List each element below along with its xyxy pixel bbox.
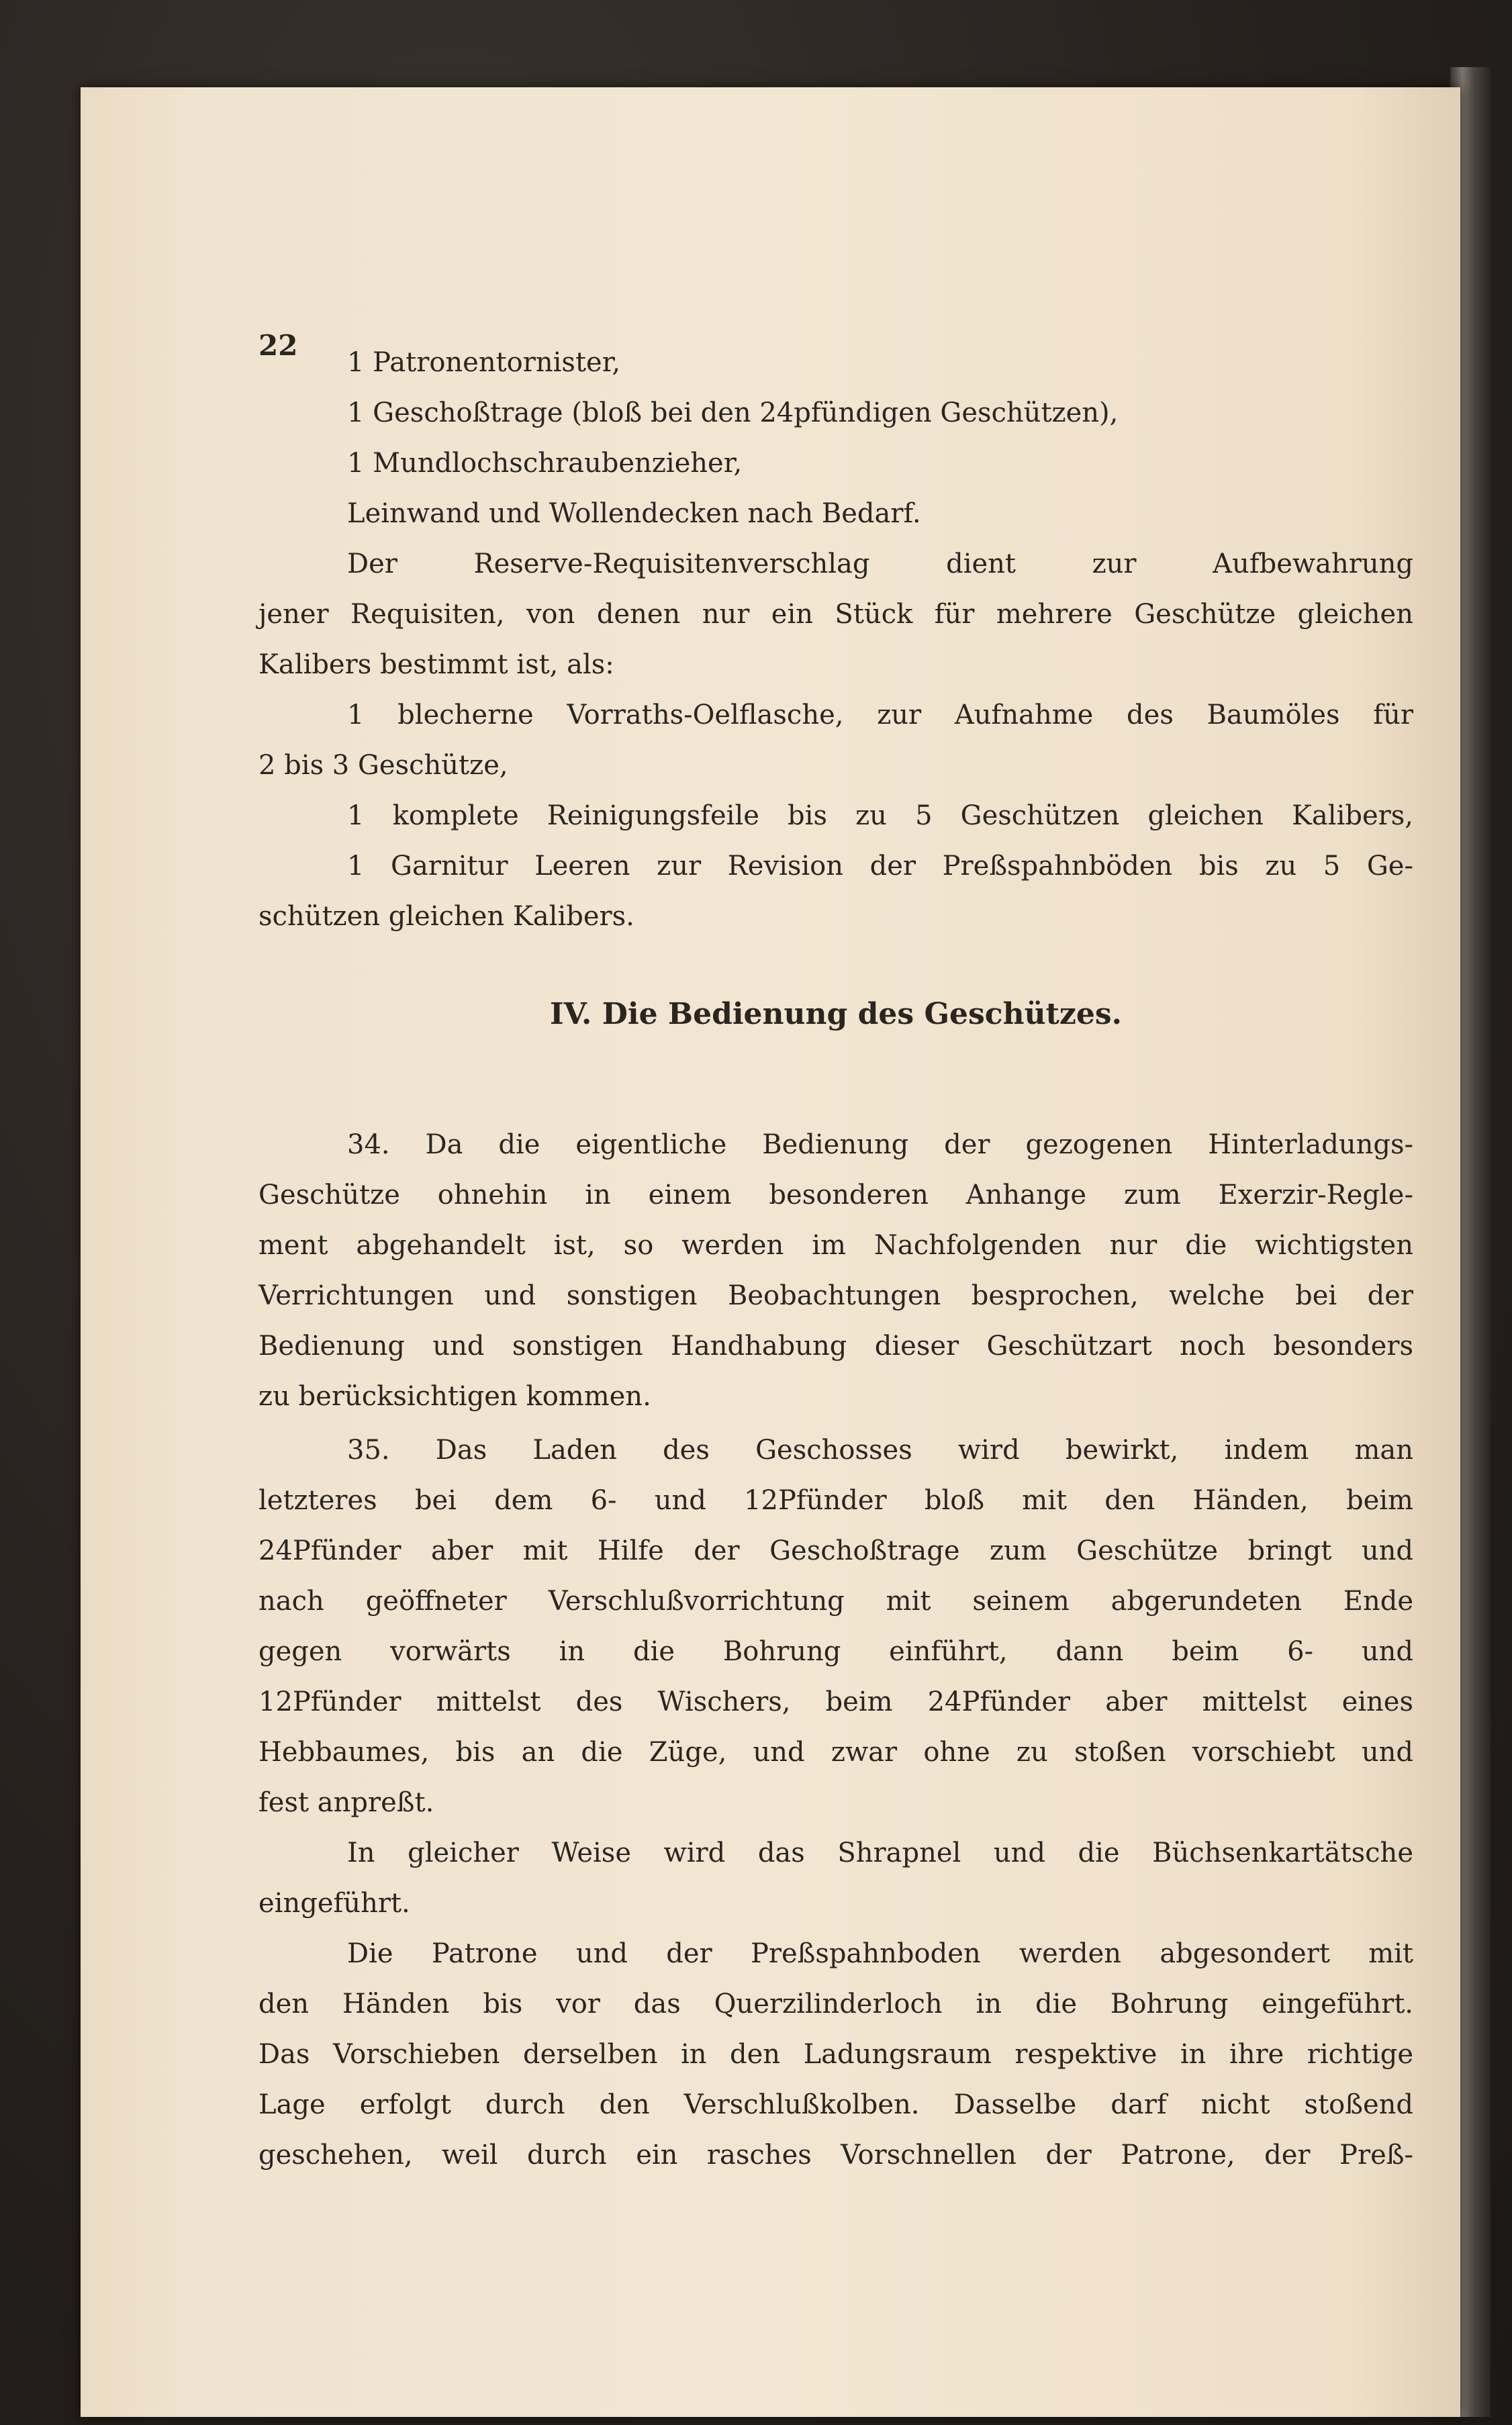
page-number: 22 <box>258 329 298 362</box>
text-line: Verrichtungen und sonstigen Beobachtungen besprochen, welche bei der <box>258 1280 1413 1311</box>
text-line: Hebbaumes, bis an die Züge, und zwar ohne zu stoßen vorschiebt und <box>258 1737 1413 1768</box>
text-line: In gleicher Weise wird das Shrapnel und die Büchsenkartätsche <box>347 1838 1413 1868</box>
text-line: nach geöffneter Verschlußvorrichtung mit seinem abgerundeten Ende <box>258 1586 1413 1617</box>
text-line: fest anpreßt. <box>258 1787 434 1818</box>
section-heading: IV. Die Bedienung des Geschützes. <box>550 997 1122 1031</box>
text-line: 24Pfünder aber mit Hilfe der Geschoßtrage zum Geschütze bringt und <box>258 1535 1413 1566</box>
text-line: geschehen, weil durch ein rasches Vorschnellen der Patrone, der Preß- <box>258 2140 1413 2171</box>
book-page <box>81 87 1460 2417</box>
text-line: 1 komplete Reinigungsfeile bis zu 5 Geschützen gleichen Kalibers, <box>347 800 1413 831</box>
text-line: 35. Das Laden des Geschosses wird bewirkt, indem man <box>347 1435 1413 1466</box>
text-line: gegen vorwärts in die Bohrung einführt, dann beim 6- und <box>258 1636 1413 1667</box>
text-line: Geschütze ohnehin in einem besonderen Anhange zum Exerzir-Regle- <box>258 1180 1413 1210</box>
text-line: Leinwand und Wollendecken nach Bedarf. <box>347 498 921 529</box>
text-line: eingeführt. <box>258 1888 410 1919</box>
text-line: 34. Da die eigentliche Bedienung der gezogenen Hinterladungs- <box>347 1129 1413 1160</box>
text-line: Bedienung und sonstigen Handhabung dieser Geschützart noch besonders <box>258 1331 1413 1362</box>
text-line: jener Requisiten, von denen nur ein Stück für mehrere Geschütze gleichen <box>258 599 1413 630</box>
text-line: Die Patrone und der Preßspahnboden werden abgesondert mit <box>347 1938 1413 1969</box>
text-line: 2 bis 3 Geschütze, <box>258 750 508 781</box>
text-line: 1 Mundlochschraubenzieher, <box>347 448 743 479</box>
text-line: Der Reserve-Requisitenverschlag dient zur Aufbewahrung <box>347 549 1413 579</box>
text-line: letzteres bei dem 6- und 12Pfünder bloß mit den Händen, beim <box>258 1485 1413 1516</box>
text-line: Das Vorschieben derselben in den Ladungsraum respektive in ihre richtige <box>258 2039 1413 2070</box>
text-line: schützen gleichen Kalibers. <box>258 901 634 932</box>
text-line: 12Pfünder mittelst des Wischers, beim 24Pfünder aber mittelst eines <box>258 1686 1413 1717</box>
text-line: 1 Geschoßtrage (bloß bei den 24pfündigen Geschützen), <box>347 397 1119 428</box>
text-line: Kalibers bestimmt ist, als: <box>258 649 614 680</box>
text-line: den Händen bis vor das Querzilinderloch in die Bohrung eingeführt. <box>258 1989 1413 2019</box>
text-line: 1 Garnitur Leeren zur Revision der Preßspahnböden bis zu 5 Ge- <box>347 851 1413 882</box>
text-line: 1 Patronentornister, <box>347 347 621 378</box>
text-line: 1 blecherne Vorraths-Oelflasche, zur Aufnahme des Baumöles für <box>347 700 1413 730</box>
text-line: ment abgehandelt ist, so werden im Nachfolgenden nur die wichtigsten <box>258 1230 1413 1261</box>
text-line: zu berücksichtigen kommen. <box>258 1381 651 1412</box>
text-line: Lage erfolgt durch den Verschlußkolben. Dasselbe darf nicht stoßend <box>258 2089 1413 2120</box>
